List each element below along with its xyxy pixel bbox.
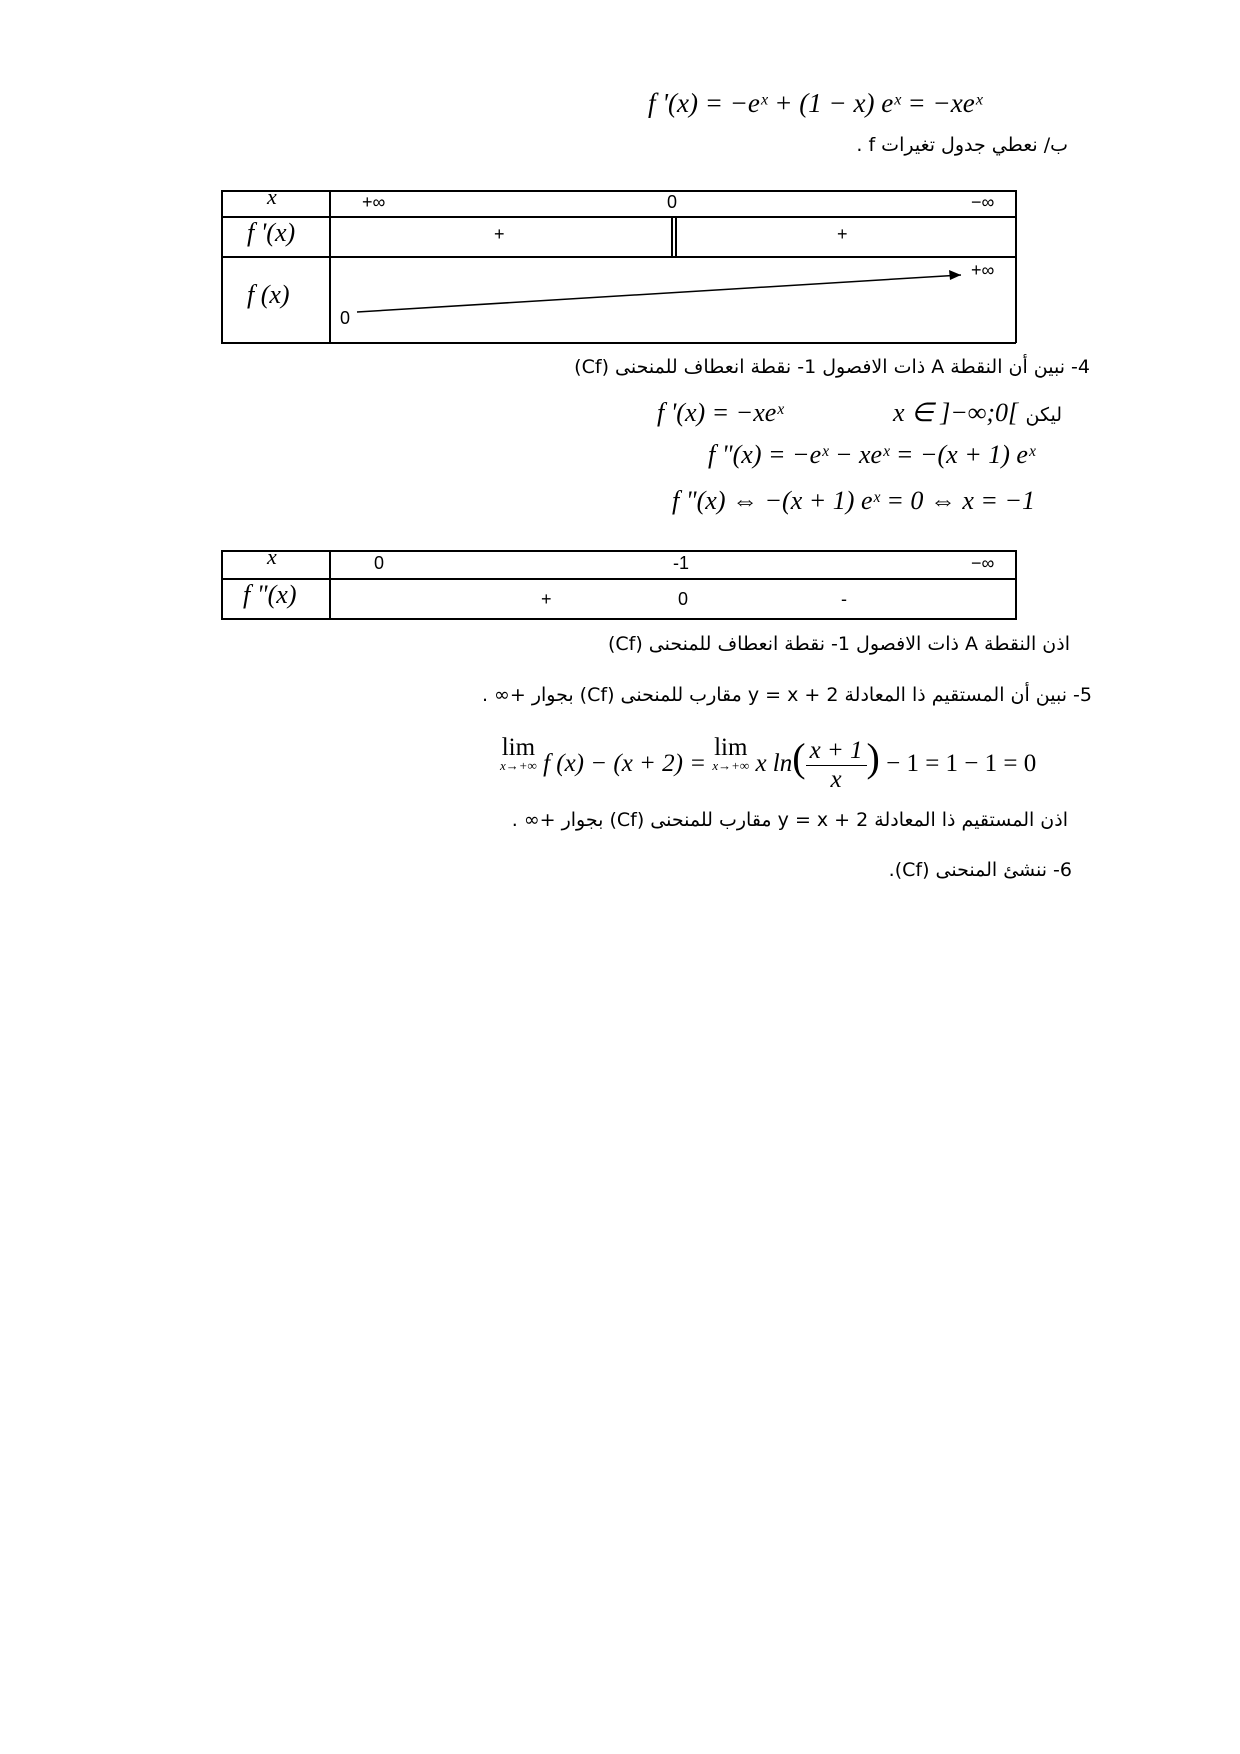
t2-x-mid: -1 xyxy=(673,553,690,573)
t2-x-label: x xyxy=(267,544,277,569)
question-6: 6- ننشئ المنحنى (Cf). xyxy=(888,859,1072,881)
variation-table-intro: ب/ نعطي جدول تغيرات f . xyxy=(856,134,1068,156)
question-4: 4- نبين أن النقطة A ذات الافصول 1- نقطة انعطاف للمنحنى (Cf) xyxy=(574,356,1090,378)
second-derivative-table xyxy=(221,544,1016,620)
t1-f-start: 0 xyxy=(340,308,351,328)
conclusion-5: اذن المستقيم ذا المعادلة y = x + 2 مقارب للمنحنى (Cf) بجوار +∞ . xyxy=(511,809,1068,831)
limit-1: lim x→+∞ xyxy=(500,734,537,773)
let-fprime: f '(x) = −xeˣ xyxy=(657,398,784,427)
variation-table xyxy=(221,184,1016,343)
t1-sign-right: + xyxy=(837,224,848,244)
limit-expression: lim x→+∞ f (x) − (x + 2) = lim x→+∞ x ln( $\frac{x + 1}{x}$ ) − 1 = 1 − 1 = 0 xyxy=(500,734,1037,793)
limit-expr-2: x ln xyxy=(755,750,793,777)
t1-f-end: +∞ xyxy=(971,260,995,280)
increasing-arrow xyxy=(221,190,1016,343)
t2-fsecond-label: f "(x) xyxy=(243,580,297,609)
t1-x-mid: 0 xyxy=(667,192,678,212)
limit-2: lim x→+∞ xyxy=(712,734,750,773)
t1-f-label: f (x) xyxy=(247,280,290,309)
t2-x-right: −∞ xyxy=(971,553,995,573)
t1-fprime-label: f '(x) xyxy=(247,218,296,247)
t1-x-label: x xyxy=(267,184,277,209)
conclusion-4: اذن النقطة A ذات الافصول 1- نقطة انعطاف للمنحنى (Cf) xyxy=(607,633,1070,655)
question-5: 5- نبين أن المستقيم ذا المعادلة y = x + 2 مقارب للمنحنى (Cf) بجوار +∞ . xyxy=(481,684,1092,706)
limit-fraction: $\frac{x + 1}{x}$ xyxy=(806,737,867,794)
t2-sign-right: - xyxy=(841,589,847,609)
t1-x-left: +∞ xyxy=(362,192,386,212)
fsecond-equation: f "(x) ⇔ −(x + 1) eˣ = 0 ⇔ x = −1 xyxy=(672,486,1035,515)
t2-sign-mid: 0 xyxy=(678,589,689,609)
t1-sign-left: + xyxy=(494,224,505,244)
fsecond-expression: f "(x) = −eˣ − xeˣ = −(x + 1) eˣ xyxy=(708,440,1036,469)
t1-x-right: −∞ xyxy=(971,192,995,212)
let-interval: x ∈ ]−∞;0[ xyxy=(893,398,1019,427)
limit-tail: − 1 = 1 − 1 = 0 xyxy=(886,750,1037,777)
let-word: ليكن xyxy=(1025,404,1062,426)
limit-expr-1: f (x) − (x + 2) = xyxy=(543,750,707,777)
t2-x-left: 0 xyxy=(374,553,385,573)
t2-sign-left: + xyxy=(541,589,552,609)
fprime-expression: f '(x) = −eˣ + (1 − x) eˣ = −xeˣ xyxy=(648,88,983,118)
